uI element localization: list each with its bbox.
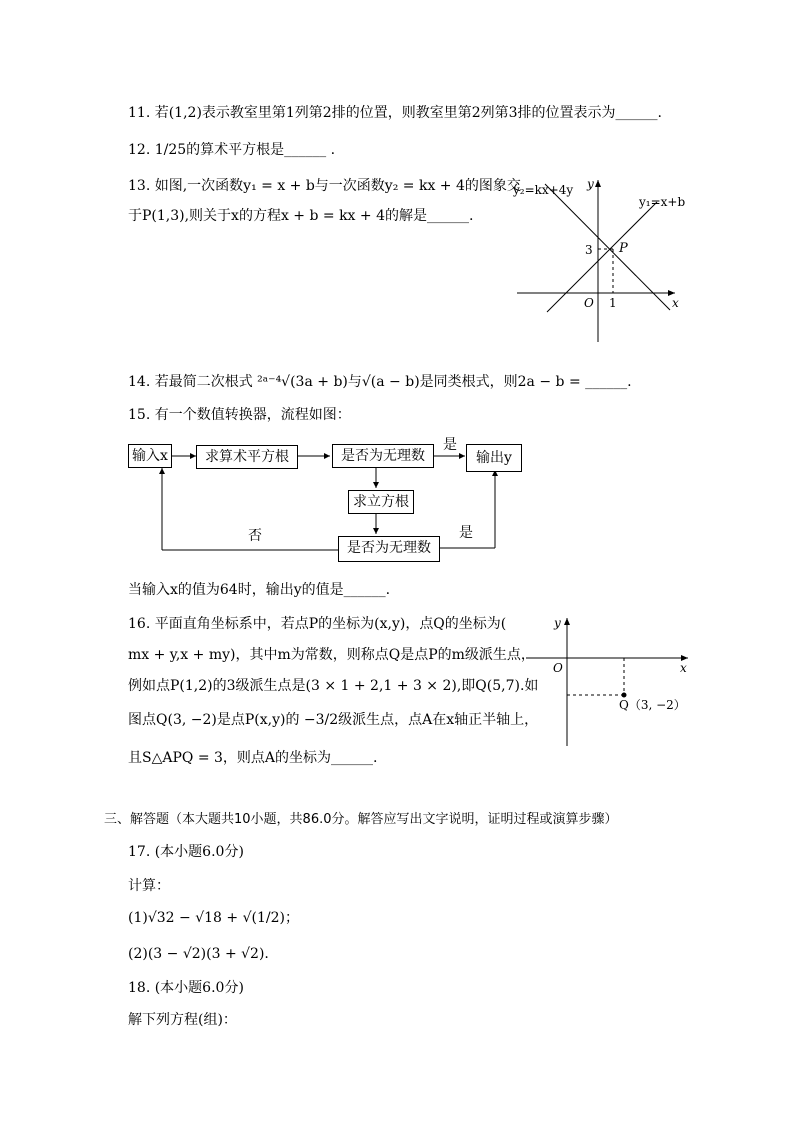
tick-1: 1: [609, 296, 617, 310]
question-12: 12. 1/25的算术平方根是______ .: [128, 142, 336, 158]
section-3-header: 三、解答题（本大题共10小题，共86.0分。解答应写出文字说明，证明过程或演算步骤）: [104, 812, 618, 827]
label-x: x: [680, 661, 687, 675]
line-y1: [547, 202, 657, 312]
question-15: 15. 有一个数值转换器，流程如图：: [128, 407, 351, 423]
graph-q16: [520, 610, 700, 750]
question-16-line1: 16. 平面直角坐标系中，若点P的坐标为(x,y)，点Q的坐标为(: [128, 616, 507, 632]
label-q: Q（3, −2）: [619, 698, 686, 712]
question-14: 14. 若最简二次根式 ²ᵃ⁻⁴√(3a + b)与√(a − b)是同类根式，则2a − b = ______.: [128, 374, 632, 390]
tick-3: 3: [585, 243, 593, 257]
question-17-part1: (1)√32 − √18 + √(1/2)；: [128, 910, 299, 926]
question-16-line3: 例如点P(1,2)的3级派生点是(3 × 1 + 2,1 + 3 × 2),即Q(5,7).如: [128, 678, 539, 694]
label-y1: y₁=x+b: [639, 195, 686, 209]
question-13-line1: 13. 如图,一次函数y₁ = x + b与一次函数y₂ = kx + 4的图象交: [128, 178, 521, 194]
flow-sqrt-box: 求算术平方根: [196, 445, 298, 469]
question-15-answer: 当输入x的值为64时，输出y的值是______.: [128, 582, 391, 598]
label-x: x: [672, 296, 679, 310]
flow-irrational-box-1: 是否为无理数: [332, 444, 434, 468]
question-13-line2: 于P(1,3),则关于x的方程x + b = kx + 4的解是______.: [128, 208, 474, 224]
flow-output-box: 输出y: [466, 444, 522, 472]
y-axis-arrow: [595, 180, 601, 187]
question-16-line5: 且S△APQ = 3，则点A的坐标为______.: [128, 750, 378, 766]
flow-input-box: 输入x: [128, 444, 172, 468]
question-17-header: 17. (本小题6.0分): [128, 844, 244, 860]
y-axis-arrow: [564, 618, 570, 625]
flow-label-no: 否: [248, 528, 262, 544]
label-p: P: [619, 241, 628, 256]
point-q: [622, 693, 627, 698]
question-16-line4: 图点Q(3, −2)是点P(x,y)的 −3/2级派生点，点A在x轴正半轴上，: [128, 712, 539, 728]
label-y: y: [554, 616, 561, 630]
flow-irrational-box-2: 是否为无理数: [338, 536, 440, 562]
flow-cube-root-box: 求立方根: [348, 490, 414, 514]
label-o: O: [553, 661, 563, 675]
question-18-text: 解下列方程(组)：: [128, 1012, 237, 1028]
label-o: O: [584, 296, 594, 310]
graph-q13: [505, 170, 705, 350]
label-y2: y₂=kx+4y: [513, 183, 574, 197]
question-17-calc: 计算：: [128, 878, 170, 894]
question-16-line2: mx + y,x + my)，其中m为常数，则称点Q是点P的m级派生点，: [128, 647, 535, 663]
label-y: y: [587, 177, 594, 191]
flow-label-yes-2: 是: [459, 525, 473, 541]
question-11: 11. 若(1,2)表示教室里第1列第2排的位置，则教室里第2列第3排的位置表示为______.: [128, 105, 662, 121]
question-17-part2: (2)(3 − √2)(3 + √2).: [128, 946, 269, 962]
question-18-header: 18. (本小题6.0分): [128, 980, 244, 996]
flow-label-yes-1: 是: [443, 437, 457, 453]
